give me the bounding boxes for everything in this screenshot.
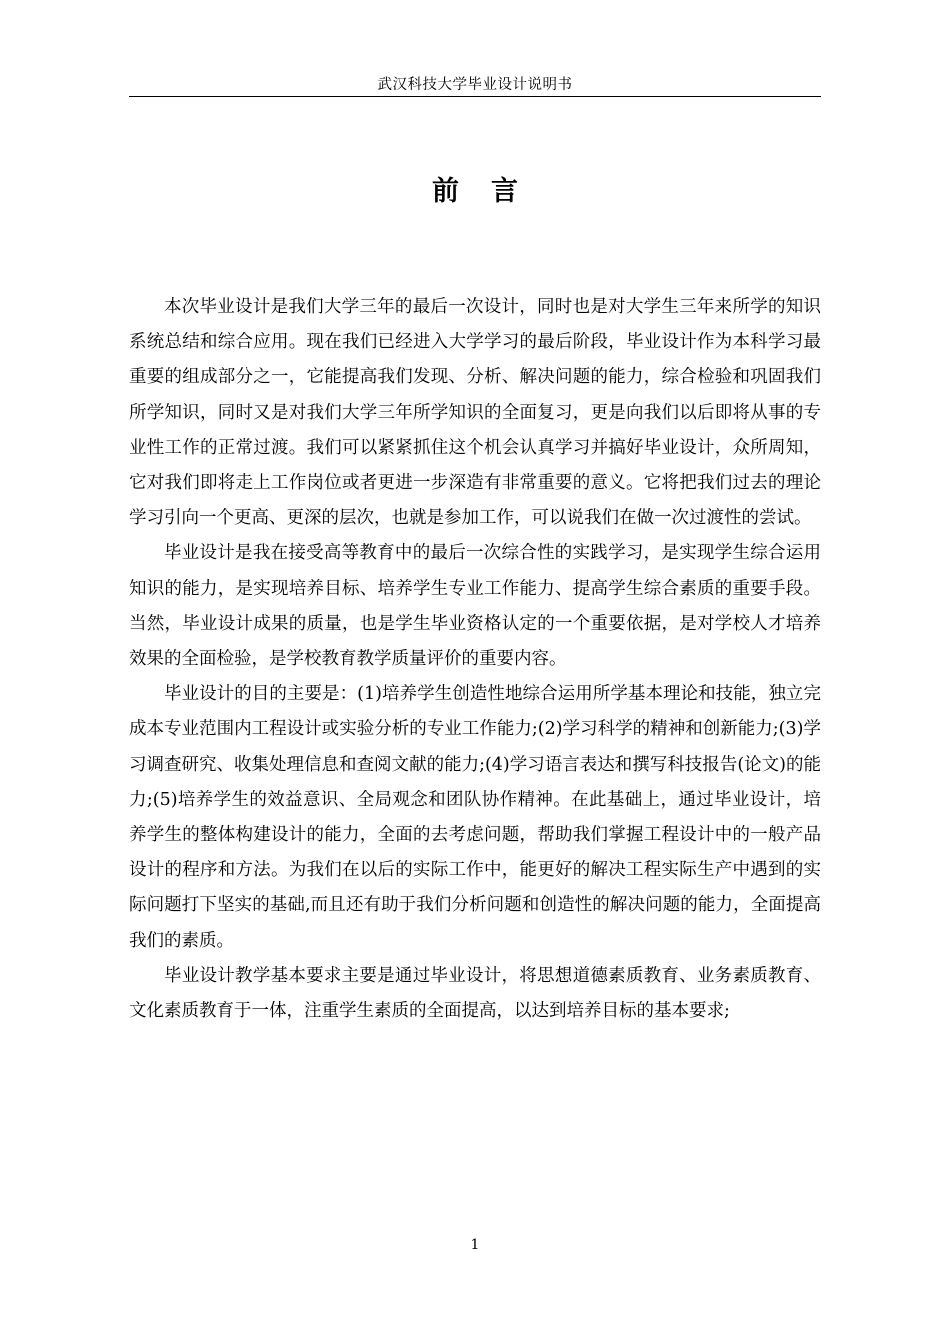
chapter-title: 前言 [432, 176, 550, 207]
body-text [129, 290, 821, 1029]
page-number: 1 [470, 1237, 480, 1253]
paragraph: 本次毕业设计是我们大学三年的最后一次设计，同时也是对大学生三年来所学的知识系统总结和综合应用。现在我们已经进入大学学习的最后阶段，毕业设计作为本科学习最重要的组成部分之一，它能提高我们发现、分析、解决问题的能力，综合检验和巩固我们所学知识，同时又是对我们大学三年所学知识的全面复习，更是向我们以后即将从事的专业性工作的正常过渡。我们可以紧紧抓住这个机会认真学习并搞好毕业设计，众所周知，它对我们即将走上工作岗位或者更进一步深造有非常重要的意义。它将把我们过去的理论学习引向一个更高、更深的层次，也就是参加工作，可以说我们在做一次过渡性的尝试。 [129, 297, 821, 529]
paragraph: 毕业设计的目的主要是：(1)培养学生创造性地综合运用所学基本理论和技能，独立完成本专业范围内工程设计或实验分析的专业工作能力;(2)学习科学的精神和创新能力;(3)学习调查研究、收集处理信息和查阅文献的能力;(4)学习语言表达和撰写科技报告(论文)的能力;(5)培养学生的效益意识、全局观念和团队协作精神。在此基础上，通过毕业设计，培养学生的整体构建设计的能力，全面的去考虑问题，帮助我们掌握工程设计中的一般产品设计的程序和方法。为我们在以后的实际工作中，能更好的解决工程实际生产中遇到的实际问题打下坚实的基础,而且还有助于我们分析问题和创造性的解决问题的能力，全面提高我们的素质。 [129, 684, 821, 951]
running-header: 武汉科技大学毕业设计说明书 [377, 77, 573, 93]
paragraph: 毕业设计教学基本要求主要是通过毕业设计，将思想道德素质教育、业务素质教育、文化素质教育于一体，注重学生素质的全面提高，以达到培养目标的基本要求; [129, 965, 821, 1022]
header-rule [129, 96, 821, 97]
paragraph: 毕业设计是我在接受高等教育中的最后一次综合性的实践学习，是实现学生综合运用知识的能力，是实现培养目标、培养学生专业工作能力、提高学生综合素质的重要手段。当然，毕业设计成果的质量，也是学生毕业资格认定的一个重要依据，是对学校人才培养效果的全面检验，是学校教育教学质量评价的重要内容。 [129, 543, 821, 670]
